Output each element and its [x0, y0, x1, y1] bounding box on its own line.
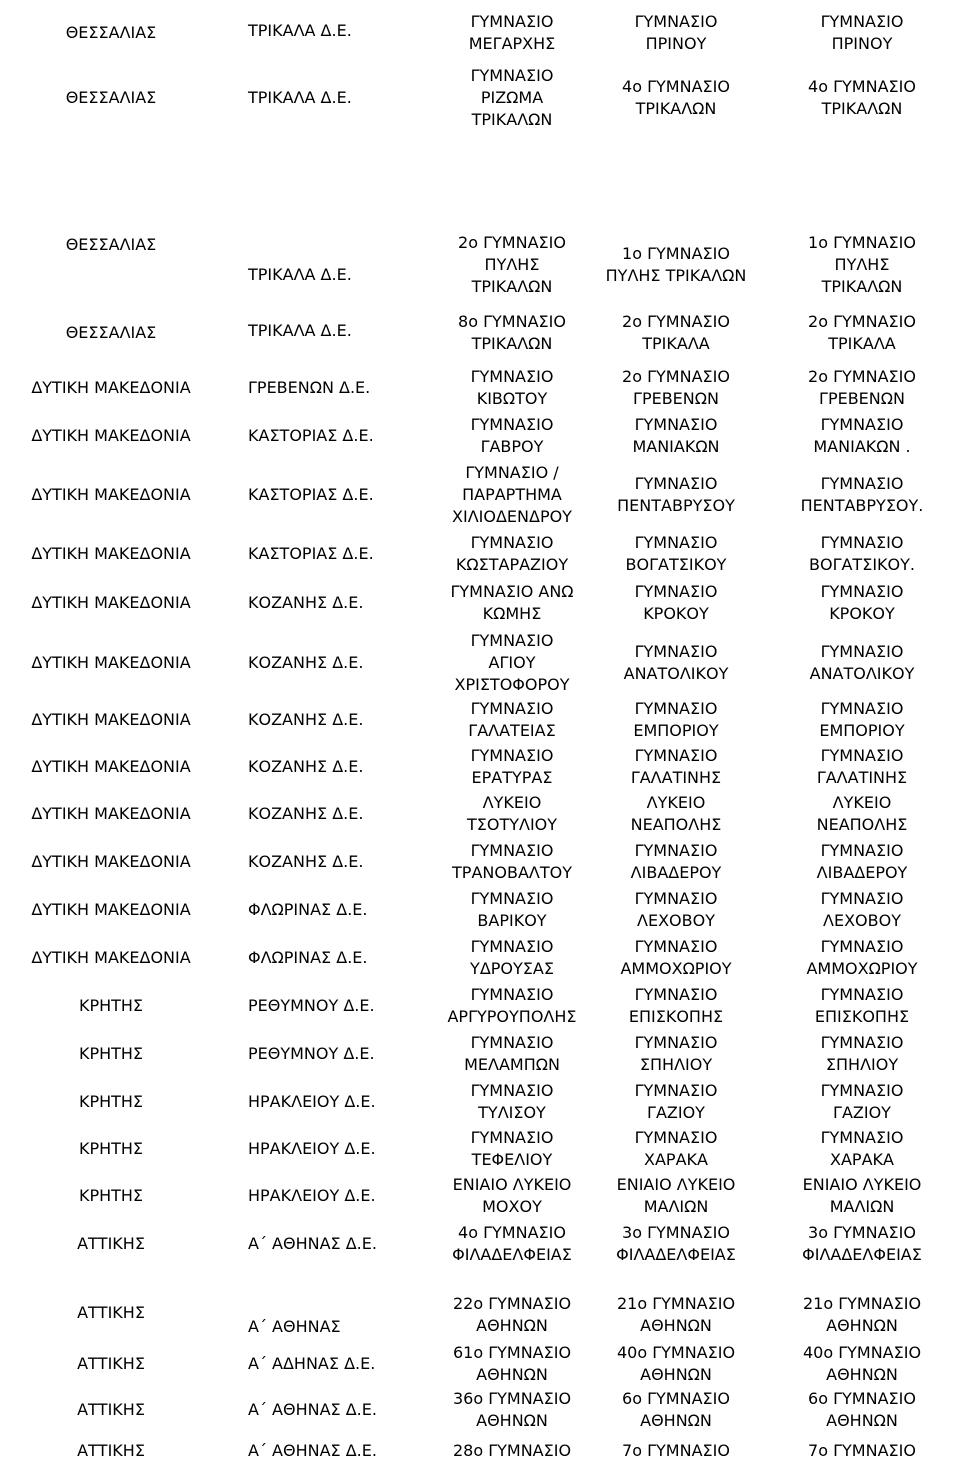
table-row: [0, 1268, 960, 1290]
directorate-cell: ΤΡΙΚΑΛΑ Δ.Ε.: [248, 20, 352, 40]
table-row: [0, 0, 960, 65]
choice2-cell: ΓΥΜΝΑΣΙΟ ΕΜΠΟΡΙΟΥ: [819, 699, 905, 740]
table-row: [0, 1220, 960, 1268]
choice2-cell: 21ο ΓΥΜΝΑΣΙΟ ΑΘΗΝΩΝ: [802, 1294, 922, 1335]
choice2-cell: 6ο ΓΥΜΝΑΣΙΟ ΑΘΗΝΩΝ: [808, 1388, 916, 1430]
choice2-cell: ΓΥΜΝΑΣΙΟ ΚΡΟΚΟΥ: [820, 582, 904, 623]
choice2-cell: ΓΥΜΝΑΣΙΟ ΠΡΙΝΟΥ: [820, 11, 904, 53]
choice2-cell: ΓΥΜΝΑΣΙΟ ΒΟΓΑΤΣΙΚΟΥ.: [809, 533, 915, 574]
column-divider: [222, 0, 223, 1470]
choice1-cell: 4ο ΓΥΜΝΑΣΙΟ ΤΡΙΚΑΛΩΝ: [622, 76, 730, 118]
choice1-cell: ΓΥΜΝΑΣΙΟ ΒΟΓΑΤΣΙΚΟΥ: [625, 533, 727, 574]
school-cell: ΓΥΜΝΑΣΙΟ ΥΔΡΟΥΣΑΣ: [470, 937, 554, 978]
region-cell: ΘΕΣΣΑΛΙΑΣ: [65, 235, 157, 254]
directorate-cell: ΚΟΖΑΝΗΣ Δ.Ε.: [248, 756, 364, 776]
region-cell: ΑΤΤΙΚΗΣ: [77, 1353, 145, 1373]
region-cell: ΚΡΗΤΗΣ: [78, 996, 144, 1015]
choice2-cell: ΓΥΜΝΑΣΙΟ ΣΠΗΛΙΟΥ: [820, 1033, 904, 1074]
directorate-cell: [222, 130, 436, 228]
choice1-cell: ΓΥΜΝΑΣΙΟ ΛΕΧΟΒΟΥ: [634, 889, 718, 930]
table-row: [0, 1340, 960, 1387]
choice2-cell: [764, 130, 960, 228]
choice2-cell: 40ο ΓΥΜΝΑΣΙΟ ΑΘΗΝΩΝ: [802, 1342, 922, 1384]
region-cell: ΑΤΤΙΚΗΣ: [77, 1303, 145, 1322]
table-row: [0, 1290, 960, 1340]
directorate-cell: ΡΕΘΥΜΝΟΥ Δ.Ε.: [248, 996, 375, 1015]
table-row: [0, 412, 960, 460]
directorate-cell: ΦΛΩΡΙΝΑΣ Δ.Ε.: [248, 900, 368, 919]
table-row: [0, 886, 960, 934]
directorate-cell: ΚΟΖΑΝΗΣ Δ.Ε.: [248, 710, 364, 729]
directorate-cell: ΗΡΑΚΛΕΙΟΥ Δ.Ε.: [248, 1091, 376, 1111]
school-cell: ΓΥΜΝΑΣΙΟ ΚΙΒΩΤΟΥ: [470, 366, 554, 408]
school-cell: ΓΥΜΝΑΣΙΟ ΕΡΑΤΥΡΑΣ: [470, 745, 554, 787]
school-cell: 22ο ΓΥΜΝΑΣΙΟ ΑΘΗΝΩΝ: [452, 1294, 572, 1335]
table-row: [0, 628, 960, 697]
choice1-cell: 7ο ΓΥΜΝΑΣΙΟ: [622, 1441, 730, 1460]
choice2-cell: ΓΥΜΝΑΣΙΟ ΑΝΑΤΟΛΙΚΟΥ: [809, 641, 915, 683]
table-row: [0, 934, 960, 982]
region-cell: [0, 1268, 222, 1290]
directorate-cell: Α΄ ΑΔΗΝΑΣ Δ.Ε.: [248, 1353, 376, 1373]
choice2-cell: 7ο ΓΥΜΝΑΣΙΟ: [808, 1441, 916, 1460]
choice1-cell: 2ο ΓΥΜΝΑΣΙΟ ΤΡΙΚΑΛΑ: [622, 311, 730, 353]
region-cell: ΘΕΣΣΑΛΙΑΣ: [65, 87, 157, 107]
choice2-cell: 4ο ΓΥΜΝΑΣΙΟ ΤΡΙΚΑΛΩΝ: [808, 76, 916, 118]
choice2-cell: ΓΥΜΝΑΣΙΟ ΕΠΙΣΚΟΠΗΣ: [814, 985, 910, 1026]
directorate-cell: ΚΟΖΑΝΗΣ Δ.Ε.: [248, 852, 364, 871]
table-row: [0, 460, 960, 530]
directorate-cell: ΚΑΣΤΟΡΙΑΣ Δ.Ε.: [248, 426, 374, 445]
school-cell: ΓΥΜΝΑΣΙΟ ΜΕΓΑΡΧΗΣ: [468, 11, 556, 53]
table-row: [0, 838, 960, 886]
choice2-cell: 1ο ΓΥΜΝΑΣΙΟ ΠΥΛΗΣ ΤΡΙΚΑΛΩΝ: [808, 233, 916, 296]
school-cell: ΛΥΚΕΙΟ ΤΣΟΤΥΛΙΟΥ: [466, 793, 558, 834]
directorate-cell: Α΄ ΑΘΗΝΑΣ Δ.Ε.: [248, 1399, 377, 1419]
choice1-cell: ΛΥΚΕΙΟ ΝΕΑΠΟΛΗΣ: [630, 793, 722, 834]
school-cell: ΓΥΜΝΑΣΙΟ ΑΝΩ ΚΩΜΗΣ: [450, 582, 574, 623]
school-cell: [436, 1268, 588, 1290]
column-divider: [588, 0, 589, 1470]
school-cell: ΓΥΜΝΑΣΙΟ ΓΑΒΡΟΥ: [470, 415, 554, 456]
directorate-cell: ΚΟΖΑΝΗΣ Δ.Ε.: [248, 652, 364, 672]
region-cell: ΔΥΤΙΚΗ ΜΑΚΕΔΟΝΙΑ: [31, 804, 191, 823]
school-cell: ΓΥΜΝΑΣΙΟ ΚΩΣΤΑΡΑΖΙΟΥ: [455, 533, 569, 574]
choice2-cell: [764, 1268, 960, 1290]
school-cell: ΓΥΜΝΑΣΙΟ / ΠΑΡΑΡΤΗΜΑ ΧΙΛΙΟΔΕΝΔΡΟΥ: [452, 463, 572, 526]
school-cell: 8ο ΓΥΜΝΑΣΙΟ ΤΡΙΚΑΛΩΝ: [458, 311, 566, 353]
directorate-cell: Α΄ ΑΘΗΝΑΣ Δ.Ε.: [248, 1234, 377, 1253]
directorate-cell: ΚΑΣΤΟΡΙΑΣ Δ.Ε.: [248, 485, 374, 504]
table-row: [0, 65, 960, 130]
table-row: [0, 1172, 960, 1220]
choice2-cell: ΓΥΜΝΑΣΙΟ ΛΕΧΟΒΟΥ: [820, 889, 904, 930]
directorate-cell: ΗΡΑΚΛΕΙΟΥ Δ.Ε.: [248, 1186, 376, 1205]
table-row: [0, 228, 960, 302]
region-cell: ΑΤΤΙΚΗΣ: [77, 1441, 145, 1460]
region-cell: ΑΤΤΙΚΗΣ: [77, 1399, 145, 1419]
school-cell: ΓΥΜΝΑΣΙΟ ΑΡΓΥΡΟΥΠΟΛΗΣ: [447, 985, 577, 1026]
region-cell: ΔΥΤΙΚΗ ΜΑΚΕΔΟΝΙΑ: [31, 900, 191, 919]
choice2-cell: ΕΝΙΑΙΟ ΛΥΚΕΙΟ ΜΑΛΙΩΝ: [802, 1175, 922, 1216]
table-row: [0, 1387, 960, 1432]
region-cell: ΔΥΤΙΚΗ ΜΑΚΕΔΟΝΙΑ: [31, 426, 191, 445]
region-cell: ΔΥΤΙΚΗ ΜΑΚΕΔΟΝΙΑ: [31, 544, 191, 563]
column-divider: [436, 0, 437, 1470]
choice1-cell: [588, 1268, 764, 1290]
table-row: [0, 302, 960, 363]
table-row: [0, 1432, 960, 1470]
region-cell: ΔΥΤΙΚΗ ΜΑΚΕΔΟΝΙΑ: [31, 948, 191, 967]
table-row: [0, 578, 960, 628]
choice1-cell: 2ο ΓΥΜΝΑΣΙΟ ΓΡΕΒΕΝΩΝ: [622, 366, 730, 408]
choice1-cell: ΓΥΜΝΑΣΙΟ ΕΠΙΣΚΟΠΗΣ: [628, 985, 724, 1026]
directorate-cell: ΚΑΣΤΟΡΙΑΣ Δ.Ε.: [248, 544, 374, 563]
directorate-cell: ΗΡΑΚΛΕΙΟΥ Δ.Ε.: [248, 1138, 376, 1158]
choice1-cell: ΓΥΜΝΑΣΙΟ ΑΝΑΤΟΛΙΚΟΥ: [623, 641, 729, 683]
directorate-cell: ΤΡΙΚΑΛΑ Δ.Ε.: [248, 320, 352, 340]
choice1-cell: ΓΥΜΝΑΣΙΟ ΑΜΜΟΧΩΡΙΟΥ: [620, 937, 732, 978]
region-cell: ΚΡΗΤΗΣ: [78, 1138, 144, 1158]
region-cell: ΘΕΣΣΑΛΙΑΣ: [65, 22, 157, 42]
school-cell: ΕΝΙΑΙΟ ΛΥΚΕΙΟ ΜΟΧΟΥ: [452, 1175, 572, 1216]
directorate-cell: ΓΡΕΒΕΝΩΝ Δ.Ε.: [248, 377, 371, 397]
table-row: [0, 530, 960, 578]
school-cell: 2ο ΓΥΜΝΑΣΙΟ ΠΥΛΗΣ ΤΡΙΚΑΛΩΝ: [458, 233, 566, 296]
region-cell: ΔΥΤΙΚΗ ΜΑΚΕΔΟΝΙΑ: [31, 377, 191, 397]
choice2-cell: ΓΥΜΝΑΣΙΟ ΜΑΝΙΑΚΩΝ .: [813, 415, 911, 456]
choice1-cell: 3ο ΓΥΜΝΑΣΙΟ ΦΙΛΑΔΕΛΦΕΙΑΣ: [616, 1223, 736, 1264]
table-row: [0, 697, 960, 743]
school-cell: [436, 130, 588, 228]
school-cell: ΓΥΜΝΑΣΙΟ ΑΓΙΟΥ ΧΡΙΣΤΟΦΟΡΟΥ: [454, 630, 570, 694]
region-cell: ΔΥΤΙΚΗ ΜΑΚΕΔΟΝΙΑ: [31, 710, 191, 729]
choice1-cell: ΓΥΜΝΑΣΙΟ ΛΙΒΑΔΕΡΟΥ: [630, 841, 722, 882]
directorate-cell: ΦΛΩΡΙΝΑΣ Δ.Ε.: [248, 948, 368, 967]
school-cell: 36ο ΓΥΜΝΑΣΙΟ ΑΘΗΝΩΝ: [452, 1388, 572, 1430]
school-cell: ΓΥΜΝΑΣΙΟ ΜΕΛΑΜΠΩΝ: [464, 1033, 560, 1074]
school-cell: 28ο ΓΥΜΝΑΣΙΟ: [452, 1441, 572, 1460]
directorate-cell: Α΄ ΑΘΗΝΑΣ Δ.Ε.: [248, 1441, 377, 1460]
choice2-cell: ΓΥΜΝΑΣΙΟ ΓΑΖΙΟΥ: [820, 1080, 904, 1122]
table-row: [0, 790, 960, 838]
directorate-cell: ΤΡΙΚΑΛΑ Δ.Ε.: [248, 87, 352, 107]
region-cell: ΚΡΗΤΗΣ: [78, 1091, 144, 1111]
table-row: [0, 1125, 960, 1172]
choice1-cell: ΓΥΜΝΑΣΙΟ ΣΠΗΛΙΟΥ: [634, 1033, 718, 1074]
region-cell: ΔΥΤΙΚΗ ΜΑΚΕΔΟΝΙΑ: [31, 756, 191, 776]
choice1-cell: 6ο ΓΥΜΝΑΣΙΟ ΑΘΗΝΩΝ: [622, 1388, 730, 1430]
choice1-cell: ΓΥΜΝΑΣΙΟ ΠΕΝΤΑΒΡΥΣΟΥ: [617, 474, 735, 515]
school-cell: ΓΥΜΝΑΣΙΟ ΒΑΡΙΚΟΥ: [470, 889, 554, 930]
choice1-cell: ΓΥΜΝΑΣΙΟ ΕΜΠΟΡΙΟΥ: [633, 699, 719, 740]
region-cell: ΚΡΗΤΗΣ: [78, 1186, 144, 1205]
school-cell: 4ο ΓΥΜΝΑΣΙΟ ΦΙΛΑΔΕΛΦΕΙΑΣ: [452, 1223, 572, 1264]
directorate-cell: ΡΕΘΥΜΝΟΥ Δ.Ε.: [248, 1044, 375, 1063]
choice1-cell: ΓΥΜΝΑΣΙΟ ΚΡΟΚΟΥ: [634, 582, 718, 623]
choice2-cell: ΓΥΜΝΑΣΙΟ ΧΑΡΑΚΑ: [820, 1127, 904, 1169]
school-cell: 61ο ΓΥΜΝΑΣΙΟ ΑΘΗΝΩΝ: [452, 1342, 572, 1384]
region-cell: ΔΥΤΙΚΗ ΜΑΚΕΔΟΝΙΑ: [31, 593, 191, 612]
column-divider: [764, 0, 765, 1470]
choice1-cell: 21ο ΓΥΜΝΑΣΙΟ ΑΘΗΝΩΝ: [616, 1294, 736, 1335]
choice1-cell: 1ο ΓΥΜΝΑΣΙΟ ΠΥΛΗΣ ΤΡΙΚΑΛΩΝ: [605, 244, 747, 285]
choice1-cell: ΕΝΙΑΙΟ ΛΥΚΕΙΟ ΜΑΛΙΩΝ: [616, 1175, 736, 1216]
table-row: [0, 982, 960, 1030]
choice2-cell: ΛΥΚΕΙΟ ΝΕΑΠΟΛΗΣ: [816, 793, 908, 834]
table-row: [0, 743, 960, 790]
choice2-cell: 2ο ΓΥΜΝΑΣΙΟ ΓΡΕΒΕΝΩΝ: [808, 366, 916, 408]
region-cell: ΔΥΤΙΚΗ ΜΑΚΕΔΟΝΙΑ: [31, 652, 191, 672]
choice2-cell: 3ο ΓΥΜΝΑΣΙΟ ΦΙΛΑΔΕΛΦΕΙΑΣ: [802, 1223, 922, 1264]
choice1-cell: ΓΥΜΝΑΣΙΟ ΠΡΙΝΟΥ: [634, 11, 718, 53]
region-cell: ΔΥΤΙΚΗ ΜΑΚΕΔΟΝΙΑ: [31, 485, 191, 504]
directorate-cell: ΚΟΖΑΝΗΣ Δ.Ε.: [248, 593, 364, 612]
choice1-cell: ΓΥΜΝΑΣΙΟ ΧΑΡΑΚΑ: [634, 1127, 718, 1169]
school-cell: ΓΥΜΝΑΣΙΟ ΤΡΑΝΟΒΑΛΤΟΥ: [452, 841, 572, 882]
choice1-cell: ΓΥΜΝΑΣΙΟ ΓΑΖΙΟΥ: [634, 1080, 718, 1122]
region-cell: ΚΡΗΤΗΣ: [78, 1044, 144, 1063]
directorate-cell: ΚΟΖΑΝΗΣ Δ.Ε.: [248, 804, 364, 823]
choice2-cell: ΓΥΜΝΑΣΙΟ ΠΕΝΤΑΒΡΥΣΟΥ.: [800, 474, 924, 515]
choice1-cell: [588, 130, 764, 228]
school-cell: ΓΥΜΝΑΣΙΟ ΓΑΛΑΤΕΙΑΣ: [468, 699, 556, 740]
choice1-cell: ΓΥΜΝΑΣΙΟ ΜΑΝΙΑΚΩΝ: [632, 415, 720, 456]
directorate-cell: [222, 1268, 436, 1290]
region-cell: ΑΤΤΙΚΗΣ: [77, 1234, 145, 1253]
choice2-cell: ΓΥΜΝΑΣΙΟ ΑΜΜΟΧΩΡΙΟΥ: [806, 937, 918, 978]
school-cell: ΓΥΜΝΑΣΙΟ ΤΕΦΕΛΙΟΥ: [470, 1127, 554, 1169]
choice1-cell: 40ο ΓΥΜΝΑΣΙΟ ΑΘΗΝΩΝ: [616, 1342, 736, 1384]
region-cell: ΘΕΣΣΑΛΙΑΣ: [65, 322, 157, 342]
choice1-cell: ΓΥΜΝΑΣΙΟ ΓΑΛΑΤΙΝΗΣ: [630, 745, 722, 787]
region-cell: ΔΥΤΙΚΗ ΜΑΚΕΔΟΝΙΑ: [31, 852, 191, 871]
directorate-cell: ΤΡΙΚΑΛΑ Δ.Ε.: [248, 265, 352, 284]
table-row: [0, 363, 960, 412]
choice2-cell: ΓΥΜΝΑΣΙΟ ΓΑΛΑΤΙΝΗΣ: [816, 745, 908, 787]
choice2-cell: ΓΥΜΝΑΣΙΟ ΛΙΒΑΔΕΡΟΥ: [816, 841, 908, 882]
directorate-cell: Α΄ ΑΘΗΝΑΣ: [248, 1317, 341, 1336]
table-row: [0, 1030, 960, 1078]
table-row: [0, 1078, 960, 1125]
school-cell: ΓΥΜΝΑΣΙΟ ΡΙΖΩΜΑ ΤΡΙΚΑΛΩΝ: [470, 65, 554, 129]
school-cell: ΓΥΜΝΑΣΙΟ ΤΥΛΙΣΟΥ: [470, 1080, 554, 1122]
choice2-cell: 2ο ΓΥΜΝΑΣΙΟ ΤΡΙΚΑΛΑ: [808, 311, 916, 353]
